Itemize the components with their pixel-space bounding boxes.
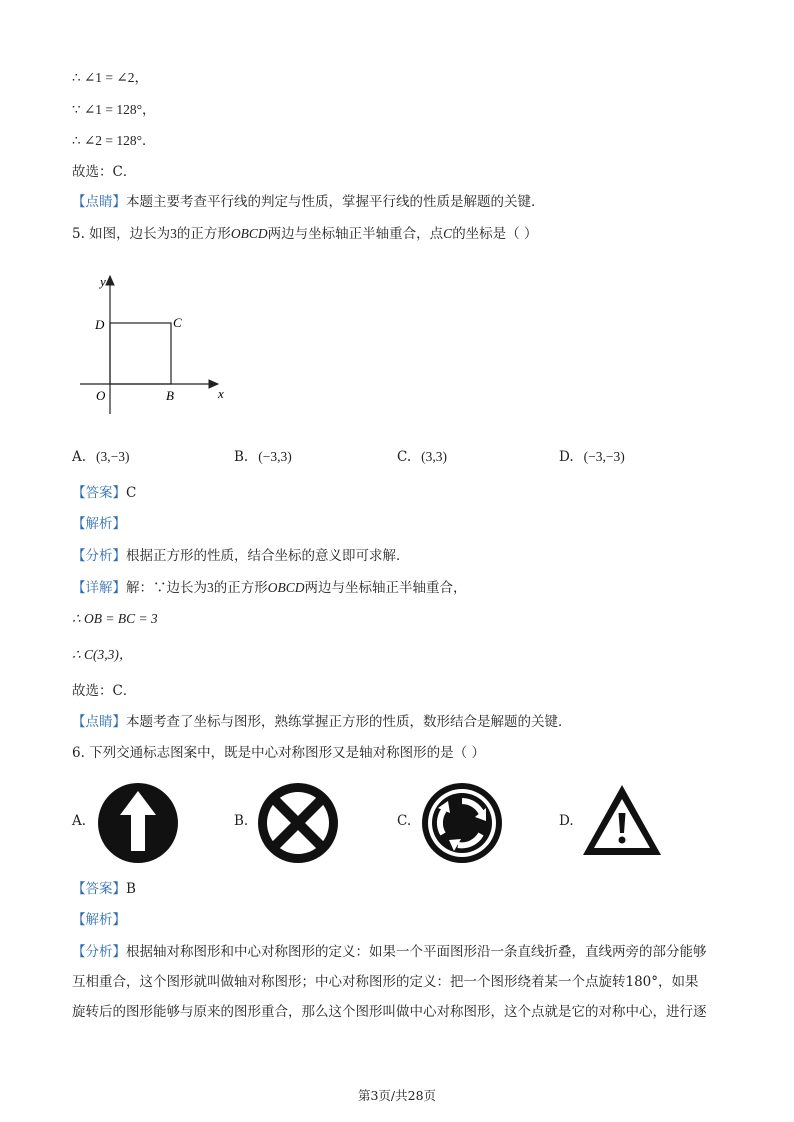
detail-text: 解：∵边长为 (126, 580, 207, 596)
comment-text: 本题主要考查平行线的判定与性质，掌握平行线的性质是解题的关键． (126, 194, 545, 210)
comment-text: 本题考查了坐标与图形，熟练掌握正方形的性质，数形结合是解题的关键． (126, 714, 572, 730)
detail-text: 的正方形 (213, 580, 268, 596)
answer-tag: 【答案】 (72, 485, 126, 501)
q6-analysis-tag: 【解析】 (72, 912, 126, 928)
q6-fenxi-line-2: 互相重合，这个图形就叫做轴对称图形；中心对称图形的定义：把一个图形绕着某一个点旋转180°，如果 (72, 974, 699, 990)
prev-comment (72, 192, 545, 212)
point-b-label: B (166, 388, 174, 403)
q5-shape-name: OBCD (230, 226, 268, 241)
square-obcd (110, 323, 171, 384)
page-footer: 第3页/共28页 (357, 1088, 437, 1103)
prev-line-3: ∴ ∠2 = 128°． (72, 133, 156, 148)
answer-value: B (126, 881, 136, 897)
prev-line-2: ∵ ∠1 = 128°， (72, 102, 156, 117)
q5-side-value: 3 (170, 226, 177, 241)
q5-detail (72, 578, 467, 598)
fenxi-tag: 【分析】 (72, 944, 126, 960)
fenxi-text: 根据正方形的性质，结合坐标的意义即可求解． (126, 548, 410, 564)
q5-coordinate-figure (80, 262, 240, 422)
option-value: (3,3) (421, 449, 448, 464)
detail-tag: 【详解】 (72, 580, 126, 596)
point-d-label: D (95, 317, 105, 332)
q5-option-b[interactable] (234, 447, 292, 467)
detail-shape-name: OBCD (267, 580, 305, 595)
prev-line-1: ∴ ∠1 = ∠2， (72, 70, 148, 85)
q6-stem: 6. 下列交通标志图案中，既是中心对称图形又是轴对称图形的是（ ） (72, 745, 485, 761)
q6-answer (72, 879, 136, 899)
q5-stem-part: 5. 如图，边长为 (72, 226, 171, 242)
no-stopping-x-sign-icon[interactable] (256, 781, 340, 865)
option-label: D. (559, 449, 574, 465)
x-axis-label: x (218, 386, 224, 401)
point-o-label: O (96, 388, 106, 403)
up-arrow-sign-icon[interactable] (96, 781, 180, 865)
q6-option-d-label[interactable]: D. (559, 813, 574, 829)
q5-choice: 故选：C． (72, 683, 137, 699)
q5-point-name: C (443, 226, 453, 241)
fenxi-text: 根据轴对称图形和中心对称图形的定义：如果一个平面图形沿一条直线折叠，直线两旁的部分能够 (126, 944, 707, 960)
answer-tag: 【答案】 (72, 881, 126, 897)
warning-triangle-sign-icon[interactable] (581, 782, 663, 858)
q5-option-a[interactable] (72, 447, 130, 467)
prev-choice: 故选：C． (72, 164, 137, 180)
fenxi-tag: 【分析】 (72, 548, 126, 564)
q6-option-a-label[interactable]: A. (72, 813, 87, 829)
q5-equation-1: ∴ OB = BC = 3 (72, 611, 158, 626)
q5-stem-part: 两边与坐标轴正半轴重合，点 (267, 226, 444, 242)
q5-stem-part: 的正方形 (176, 226, 231, 242)
q5-option-c[interactable] (397, 447, 447, 467)
q6-option-b-label[interactable]: B. (234, 813, 249, 829)
option-value: (−3,−3) (583, 449, 625, 464)
q5-stem (72, 224, 537, 244)
q5-equation-2: ∴ C(3,3)， (72, 647, 133, 662)
q5-fenxi (72, 546, 410, 566)
y-axis-label: y (100, 274, 106, 289)
q5-option-d[interactable] (559, 447, 625, 467)
option-label: B. (234, 449, 249, 465)
point-c-label: C (173, 315, 182, 330)
comment-tag: 【点睛】 (72, 714, 126, 730)
q5-analysis-tag: 【解析】 (72, 516, 126, 532)
option-value: (−3,3) (258, 449, 292, 464)
q5-answer (72, 483, 136, 503)
option-label: C. (397, 449, 412, 465)
comment-tag: 【点睛】 (72, 194, 126, 210)
detail-side-value: 3 (207, 580, 214, 595)
option-value: (3,−3) (96, 449, 130, 464)
q6-fenxi-line-3: 旋转后的图形能够与原来的图形重合，那么这个图形叫做中心对称图形，这个点就是它的对称中心，进行逐 (72, 1004, 707, 1020)
option-label: A. (72, 449, 87, 465)
q6-fenxi-line-1 (72, 942, 707, 962)
detail-text: 两边与坐标轴正半轴重合， (304, 580, 467, 596)
q6-option-c-label[interactable]: C. (397, 813, 412, 829)
q5-comment (72, 712, 572, 732)
q5-stem-part: 的坐标是（ ） (452, 226, 538, 242)
roundabout-sign-icon[interactable] (420, 781, 504, 865)
answer-value: C (126, 485, 137, 501)
